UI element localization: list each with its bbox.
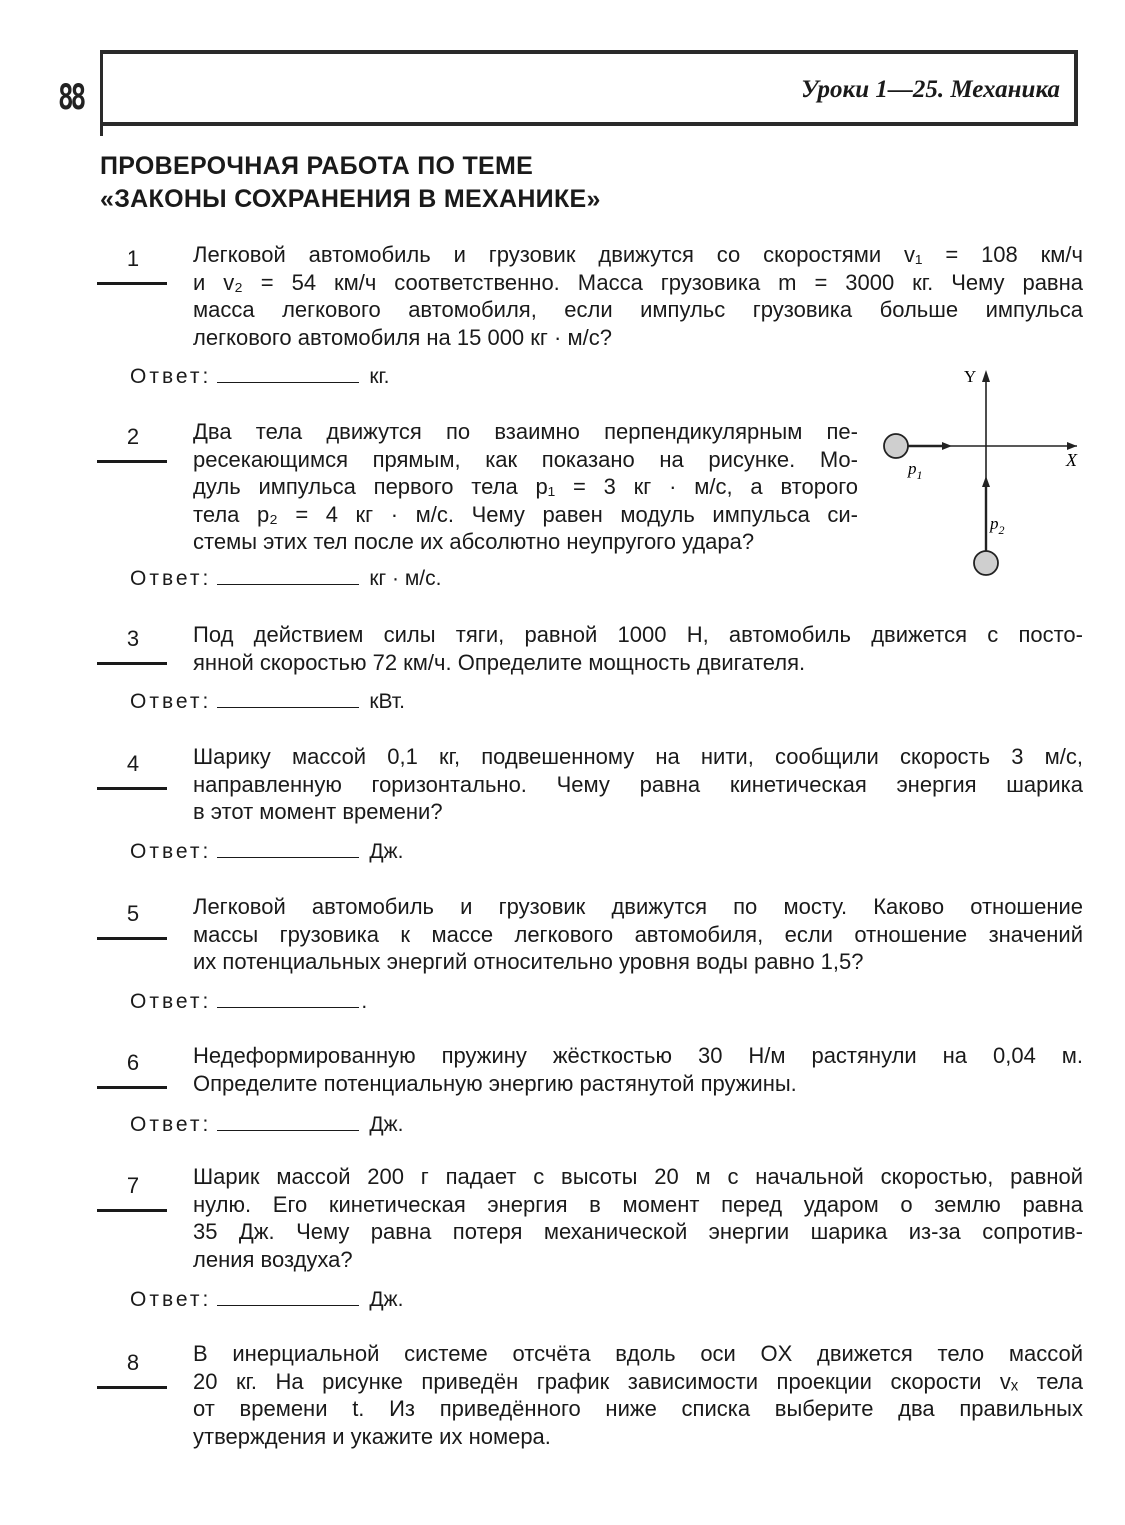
answer-field[interactable] <box>217 1287 359 1306</box>
answer-unit: Дж. <box>369 840 404 863</box>
vector-p1-arrow-icon <box>942 442 952 450</box>
task-marker <box>97 1209 167 1212</box>
task-number: 7 <box>126 1173 140 1198</box>
task-text <box>193 418 858 556</box>
y-axis-label: Y <box>964 367 977 386</box>
task-line: легкового автомобиля на 15 000 кг · м/с? <box>193 324 612 350</box>
answer-unit: Дж. <box>369 1288 404 1311</box>
task-line: массы грузовика к массе легкового автомобиля, если отношение значений <box>193 921 1083 947</box>
answer-label: Ответ: <box>130 840 212 863</box>
answer-field[interactable] <box>217 566 359 585</box>
task-number: 8 <box>126 1350 140 1375</box>
task-text <box>193 241 1083 351</box>
answer-row <box>130 689 405 715</box>
answer-field[interactable] <box>217 1112 359 1131</box>
task-number: 3 <box>126 626 140 651</box>
task-number: 5 <box>126 901 140 926</box>
answer-row <box>130 989 367 1015</box>
title-line-1: ПРОВЕРОЧНАЯ РАБОТА ПО ТЕМЕ <box>100 152 534 180</box>
body-2 <box>974 551 998 575</box>
task-line: дуль импульса первого тела p₁ = 3 кг · м/с, а второго <box>193 474 858 499</box>
task-number: 2 <box>126 424 140 449</box>
task-text <box>193 743 1083 826</box>
answer-label: Ответ: <box>130 690 212 713</box>
task-text <box>193 1042 1083 1097</box>
task-marker <box>97 460 167 463</box>
answer-label: Ответ: <box>130 1113 212 1136</box>
header-divider <box>100 126 103 136</box>
chapter-header <box>100 50 1078 126</box>
task-number: 6 <box>126 1050 140 1075</box>
task-line: Легковой автомобиль и грузовик движутся по мосту. Каково отношение <box>193 894 1083 919</box>
task-line: 20 кг. На рисунке приведён график зависимости проекции скорости vₓ тела <box>193 1368 1083 1394</box>
task-marker <box>97 282 167 285</box>
task-line: ления воздуха? <box>193 1246 353 1272</box>
chapter-title: Уроки 1—25. Механика <box>801 76 1060 103</box>
task-line: стемы этих тел после их абсолютно неупругого удара? <box>193 529 755 554</box>
task-marker <box>97 1086 167 1089</box>
vector-p1-label: $p_1$ <box>908 459 923 482</box>
task-line: Легковой автомобиль и грузовик движутся со скоростями v₁ = 108 км/ч <box>193 242 1083 267</box>
answer-field[interactable] <box>217 839 359 858</box>
task-line: утверждения и укажите их номера. <box>193 1423 551 1449</box>
answer-unit: кг · м/с. <box>369 567 442 590</box>
task-line: Под действием силы тяги, равной 1000 Н, автомобиль движется с посто- <box>193 622 1083 647</box>
task-number: 1 <box>126 246 140 271</box>
task-line: янной скоростью 72 км/ч. Определите мощность двигателя. <box>193 649 806 675</box>
task-marker <box>97 662 167 665</box>
task-line: их потенциальных энергий относительно уровня воды равно 1,5? <box>193 949 864 974</box>
answer-unit: кВт. <box>369 690 405 713</box>
answer-label: Ответ: <box>130 1288 212 1311</box>
answer-unit: Дж. <box>369 1113 404 1136</box>
answer-field[interactable] <box>217 989 359 1008</box>
task-line: В инерциальной системе отсчёта вдоль оси OX движется тело массой <box>193 1341 1083 1366</box>
task-line: в этот момент времени? <box>193 799 443 824</box>
task-line: Шарику массой 0,1 кг, подвешенному на нити, сообщили скорость 3 м/с, <box>193 744 1083 769</box>
task-line: масса легкового автомобиля, если импульс грузовика больше импульса <box>193 297 1083 322</box>
answer-label: Ответ: <box>130 365 212 388</box>
vector-p2-arrow-icon <box>982 476 990 487</box>
answer-row <box>130 839 403 865</box>
task-text <box>193 621 1083 676</box>
task-line: Шарик массой 200 г падает с высоты 20 м с начальной скоростью, равной <box>193 1164 1083 1189</box>
answer-label: Ответ: <box>130 567 212 590</box>
task-text <box>193 1340 1083 1450</box>
task-text <box>193 893 1083 976</box>
task-number: 4 <box>126 751 140 776</box>
task-marker <box>97 1386 167 1389</box>
answer-row <box>130 364 389 390</box>
page-number: 88 <box>58 78 84 119</box>
vector-p2-label: $p_2$ <box>990 514 1005 537</box>
task-line: тела p₂ = 4 кг · м/с. Чему равен модуль импульса си- <box>193 501 858 527</box>
task-line: Определите потенциальную энергию растянутой пружины. <box>193 1070 797 1096</box>
answer-row <box>130 566 441 592</box>
answer-unit: . <box>361 990 368 1013</box>
task-line: 35 Дж. Чему равна потеря механической энергии шарика из-за сопротив- <box>193 1219 1083 1244</box>
x-axis-arrow-icon <box>1067 442 1077 450</box>
task-marker <box>97 787 167 790</box>
body-1 <box>884 434 908 458</box>
answer-field[interactable] <box>217 689 359 708</box>
momentum-figure <box>872 362 1092 582</box>
task-line: от времени t. Из приведённого ниже списка выберите два правильных <box>193 1396 1083 1421</box>
title-line-2: «ЗАКОНЫ СОХРАНЕНИЯ В МЕХАНИКЕ» <box>100 185 601 213</box>
y-axis-arrow-icon <box>982 370 990 382</box>
task-line: нулю. Его кинетическая энергия в момент перед ударом о землю равна <box>193 1191 1083 1217</box>
task-line: направленную горизонтально. Чему равна кинетическая энергия шарика <box>193 771 1083 797</box>
task-line: и v₂ = 54 км/ч соответственно. Масса грузовика m = 3000 кг. Чему равна <box>193 269 1083 295</box>
task-text <box>193 1163 1083 1273</box>
task-line: ресекающимся прямым, как показано на рисунке. Мо- <box>193 446 858 472</box>
answer-row <box>130 1287 403 1313</box>
answer-field[interactable] <box>217 364 359 383</box>
answer-label: Ответ: <box>130 990 212 1013</box>
task-line: Два тела движутся по взаимно перпендикулярным пе- <box>193 419 858 444</box>
answer-row <box>130 1112 403 1138</box>
page-title <box>100 150 1000 216</box>
x-axis-label: X <box>1066 450 1077 470</box>
answer-unit: кг. <box>369 365 390 388</box>
task-line: Недеформированную пружину жёсткостью 30 Н/м растянули на 0,04 м. <box>193 1043 1083 1068</box>
task-marker <box>97 937 167 940</box>
